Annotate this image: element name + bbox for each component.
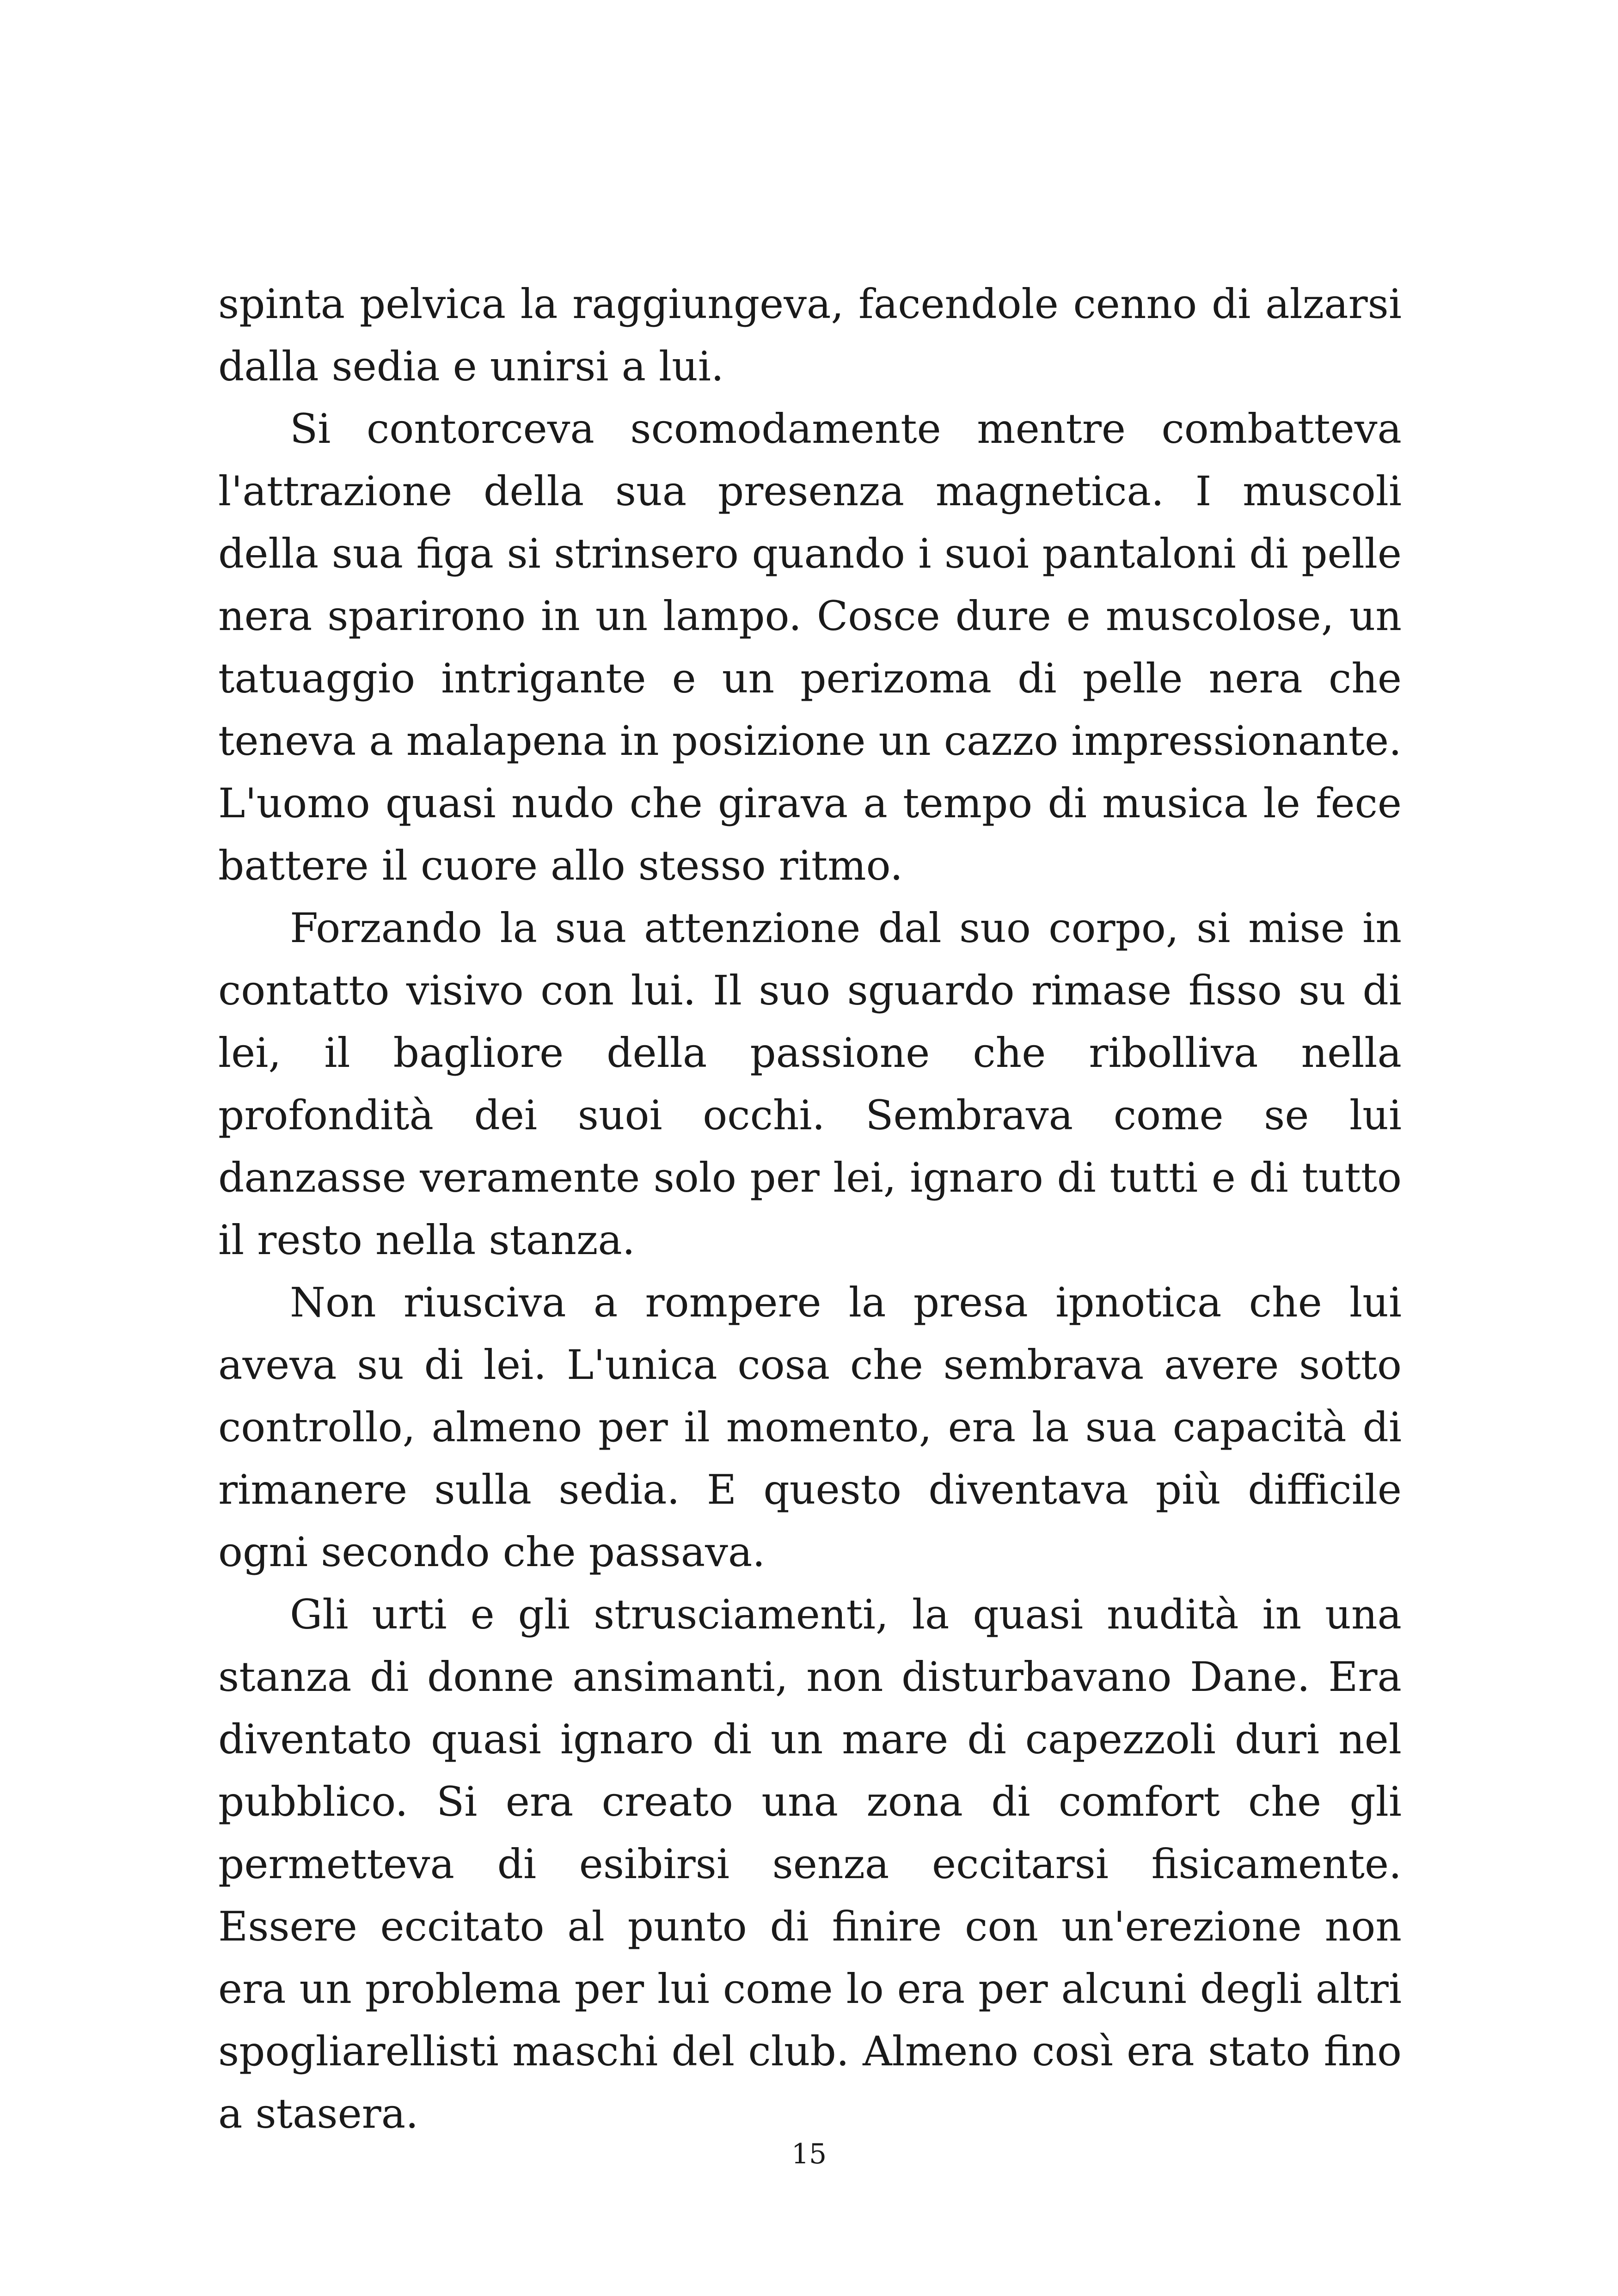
paragraph-1: spinta pelvica la raggiungeva, facendole cenno di alzarsi dalla sedia e unirsi a lui. bbox=[218, 280, 1402, 390]
paragraph-2: Si contorceva scomodamente mentre combatteva l'attrazione della sua presenza magnetica. I muscoli della sua figa si strinsero quando i suoi pantaloni di pelle nera sparirono in un lampo. Cosce dure e muscolose, un tatuaggio intrigante e un perizoma di pelle nera che teneva a malapena in posizione un cazzo impressionante. L'uomo quasi nudo che girava a tempo di musica le fece battere il cuore allo stesso ritmo. bbox=[218, 405, 1402, 889]
page-number: 15 bbox=[791, 2138, 827, 2170]
paragraph-5: Gli urti e gli strusciamenti, la quasi nudità in una stanza di donne ansimanti, non disturbavano Dane. Era diventato quasi ignaro di un mare di capezzoli duri nel pubblico. Si era creato una zona di comfort che gli permetteva di esibirsi senza eccitarsi fisicamente. Essere eccitato al punto di finire con un'erezione non era un problema per lui come lo era per alcuni degli altri spogliarellisti maschi del club. Almeno così era stato fino a stasera. bbox=[218, 1591, 1402, 2137]
paragraph-3: Forzando la sua attenzione dal suo corpo, si mise in contatto visivo con lui. Il suo sguardo rimase fisso su di lei, il bagliore della passione che ribolliva nella profondità dei suoi occhi. Sembrava come se lui danzasse veramente solo per lei, ignaro di tutti e di tutto il resto nella stanza. bbox=[218, 904, 1402, 1264]
paragraph-4: Non riusciva a rompere la presa ipnotica che lui aveva su di lei. L'unica cosa che sembrava avere sotto controllo, almeno per il momento, era la sua capacità di rimanere sulla sedia. E questo diventava più difficile ogni secondo che passava. bbox=[218, 1279, 1402, 1576]
body-text bbox=[218, 273, 1402, 2145]
